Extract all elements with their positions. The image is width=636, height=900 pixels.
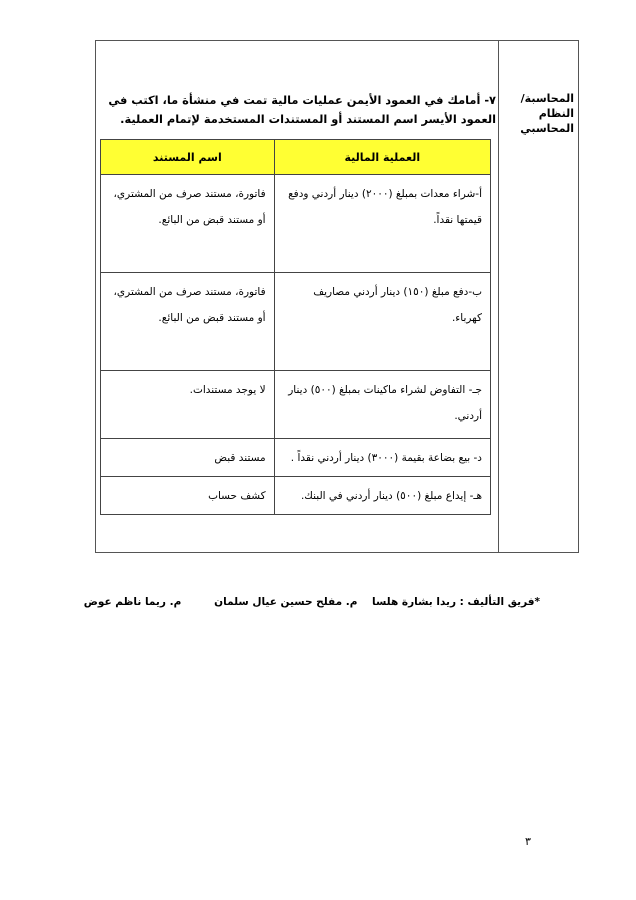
table-row [101, 439, 491, 477]
operation-cell: أ-شراء معدات بمبلغ (٢٠٠٠) دينار أردني ودفع قيمتها نقداً. [274, 175, 490, 273]
subject-line: المحاسبة/ [520, 92, 574, 105]
document-cell: كشف حساب [101, 477, 275, 515]
subject-line: المحاسبي [520, 122, 574, 135]
operation-cell: د- بيع بضاعة بقيمة (٣٠٠٠) دينار أردني نقداً . [274, 439, 490, 477]
header-operation: العملية المالية [274, 140, 490, 175]
table-row [101, 273, 491, 371]
document-cell: مستند قبض [101, 439, 275, 477]
document-cell: فاتورة، مستند صرف من المشتري، أو مستند قبض من البائع. [101, 175, 275, 273]
table-row [101, 175, 491, 273]
operation-cell: ب-دفع مبلغ (١٥٠) دينار أردني مصاريف كهرباء. [274, 273, 490, 371]
operation-cell: جـ- التفاوض لشراء ماكينات بمبلغ (٥٠٠) دينار أردني. [274, 371, 490, 439]
question-text: ٧- أمامك في العمود الأيمن عمليات مالية تمت في منشأة ما، اكتب في العمود الأيسر اسم المستند أو المستندات المستخدمة لإتمام العملية. [108, 93, 496, 126]
table-row [101, 477, 491, 515]
subject-label [500, 91, 578, 136]
table-row [101, 371, 491, 439]
header-document: اسم المستند [101, 140, 275, 175]
document-cell: لا يوجد مستندات. [101, 371, 275, 439]
content-frame [95, 40, 579, 553]
column-divider [498, 41, 499, 552]
documents-table [100, 139, 491, 515]
table-header-row [101, 140, 491, 175]
page-number: ٣ [525, 835, 531, 848]
subject-line: النظام [538, 107, 574, 120]
operation-cell: هـ- إيداع مبلغ (٥٠٠) دينار أردني في البنك. [274, 477, 490, 515]
document-cell: فاتورة، مستند صرف من المشتري، أو مستند قبض من البائع. [101, 273, 275, 371]
authors-line: *فريق التأليف : ريدا بشارة هلسا م. مفلح حسين عيال سلمان م. ريما ناظم عوض [83, 596, 540, 608]
